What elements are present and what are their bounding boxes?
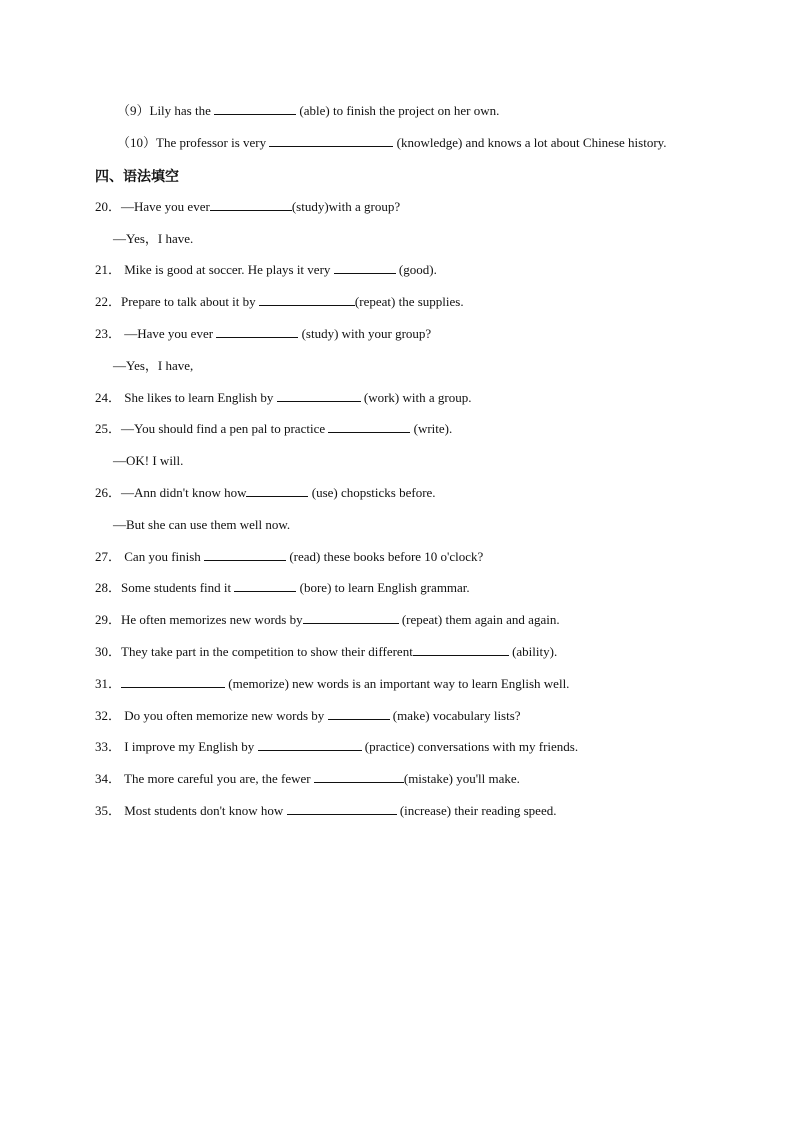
answer-blank[interactable] [277,390,361,402]
answer-blank[interactable] [269,135,393,147]
answer-blank[interactable] [303,612,399,624]
item-26-answer: —But she can use them well now. [113,517,291,532]
item-20-answer: —Yes，I have. [113,231,194,246]
answer-blank[interactable] [259,294,355,306]
answer-blank[interactable] [210,199,292,211]
item-21: 21． Mike is good at soccer. He plays it very (good). [95,262,437,277]
item-27: 27． Can you finish (read) these books before 10 o'clock? [95,549,484,564]
item-25-answer: —OK! I will. [113,453,184,468]
answer-blank[interactable] [314,771,404,783]
item-35: 35． Most students don't know how (increase) their reading speed. [95,803,557,818]
section-heading: 四、语法填空 [95,169,179,185]
item-31: 31． (memorize) new words is an important way to learn English well. [95,676,570,691]
item-22: 22．Prepare to talk about it by (repeat) the supplies. [95,294,464,309]
item-9: （9）Lily has the (able) to finish the project on her own. [117,103,500,118]
answer-blank[interactable] [413,644,509,656]
answer-blank[interactable] [334,262,396,274]
item-23: 23． —Have you ever (study) with your group? [95,326,432,341]
answer-blank[interactable] [258,739,362,751]
item-32: 32． Do you often memorize new words by (make) vocabulary lists? [95,708,521,723]
item-25: 25．—You should find a pen pal to practice (write). [95,421,453,436]
item-10: （10）The professor is very (knowledge) and knows a lot about Chinese history. [117,135,667,150]
answer-blank[interactable] [287,803,397,815]
answer-blank[interactable] [216,326,298,338]
item-24: 24． She likes to learn English by (work) with a group. [95,390,472,405]
item-30: 30．They take part in the competition to show their different (ability). [95,644,558,659]
item-26: 26．—Ann didn't know how (use) chopsticks before. [95,485,436,500]
answer-blank[interactable] [328,708,390,720]
answer-blank[interactable] [234,580,296,592]
answer-blank[interactable] [246,485,308,497]
answer-blank[interactable] [214,103,296,115]
item-34: 34． The more careful you are, the fewer (mistake) you'll make. [95,771,520,786]
item-20: 20．—Have you ever (study)with a group? [95,199,401,214]
item-23-answer: —Yes，I have, [113,358,194,373]
item-33: 33． I improve my English by (practice) conversations with my friends. [95,739,579,754]
item-28: 28．Some students find it (bore) to learn English grammar. [95,580,470,595]
answer-blank[interactable] [328,421,410,433]
item-29: 29．He often memorizes new words by (repeat) them again and again. [95,612,560,627]
answer-blank[interactable] [204,549,286,561]
answer-blank[interactable] [121,676,225,688]
